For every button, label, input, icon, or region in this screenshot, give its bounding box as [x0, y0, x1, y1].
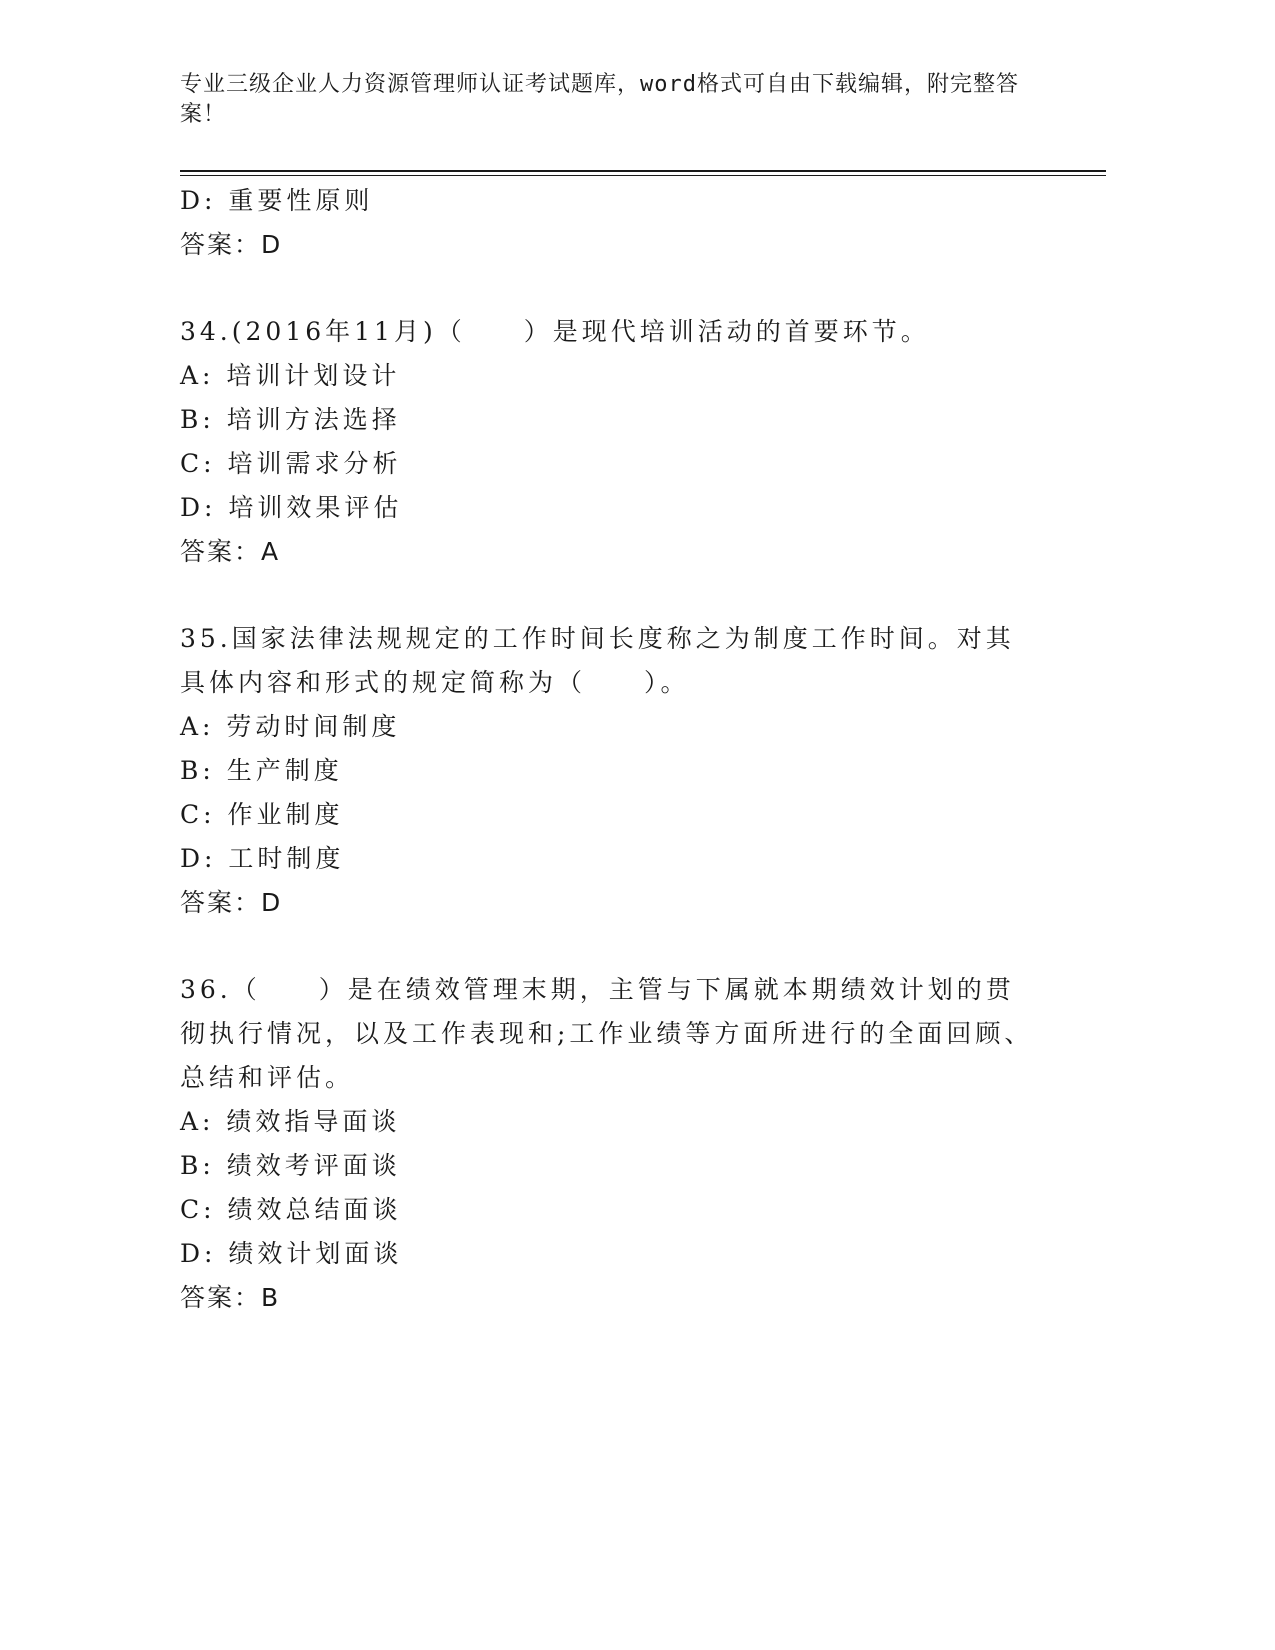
answer-line: 答案：B [180, 1283, 281, 1312]
header-divider-thin [180, 175, 1106, 176]
option-c: C: 绩效总结面谈 [180, 1195, 402, 1224]
option-a: A: 劳动时间制度 [180, 712, 401, 741]
option-d: D: 重要性原则 [180, 186, 374, 215]
question-35 [180, 617, 1040, 925]
option-d: D: 培训效果评估 [180, 493, 403, 522]
question-36 [180, 968, 1040, 1320]
question-stem: 34.(2016年11月)（ ）是现代培训活动的首要环节。 [180, 317, 930, 346]
option-c: C: 培训需求分析 [180, 449, 402, 478]
option-b: B: 培训方法选择 [180, 405, 401, 434]
option-a: A: 培训计划设计 [180, 361, 401, 390]
question-34 [180, 310, 1040, 574]
header-divider-thick [180, 170, 1106, 172]
option-c: C: 作业制度 [180, 800, 344, 829]
option-a: A: 绩效指导面谈 [180, 1107, 401, 1136]
answer-line: 答案：D [180, 230, 283, 259]
question-33 [180, 179, 1040, 267]
option-d: D: 工时制度 [180, 844, 345, 873]
question-stem: 36.（ ）是在绩效管理末期，主管与下属就本期绩效计划的贯彻执行情况，以及工作表现和;工作业绩等方面所进行的全面回顾、总结和评估。 [180, 975, 1034, 1092]
question-gap [180, 267, 1040, 310]
option-b: B: 绩效考评面谈 [180, 1151, 401, 1180]
option-d: D: 绩效计划面谈 [180, 1239, 403, 1268]
option-b: B: 生产制度 [180, 756, 343, 785]
question-list [180, 179, 1040, 1320]
answer-line: 答案：A [180, 537, 281, 566]
document-header: 专业三级企业人力资源管理师认证考试题库，word格式可自由下载编辑，附完整答案！ [180, 72, 1019, 127]
answer-line: 答案：D [180, 888, 283, 917]
question-gap [180, 925, 1040, 968]
question-gap [180, 574, 1040, 617]
question-stem: 35.国家法律法规规定的工作时间长度称之为制度工作时间。对其具体内容和形式的规定简称为（ ）。 [180, 624, 1015, 697]
